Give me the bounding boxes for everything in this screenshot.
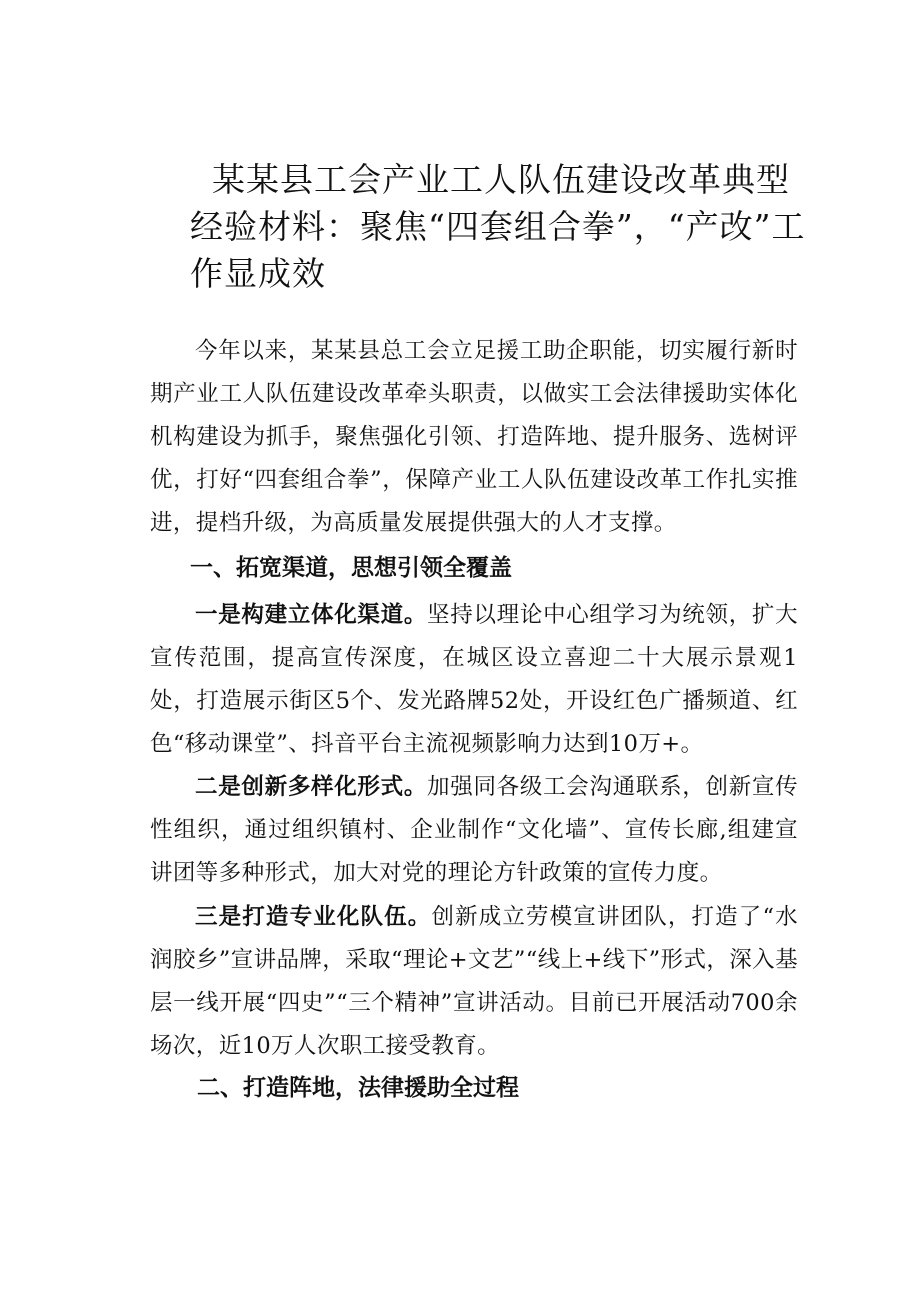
section-1-heading: 一、拓宽渠道，思想引领全覆盖 (190, 555, 512, 581)
item-2-text: 加强同各级工会沟通联系，创新宣传性组织，通过组织镇村、企业制作“文化墙”、宣传长廊,组建宣讲团等多种形式，加大对党的理论方针政策的宣传力度。 (150, 774, 798, 886)
section-2-heading: 二、打造阵地，法律援助全过程 (197, 1075, 519, 1101)
section-1-item-3 (150, 896, 798, 1068)
intro-paragraph: 今年以来，某某县总工会立足援工助企职能，切实履行新时期产业工人队伍建设改革牵头职责，以做实工会法律援助实体化机构建设为抓手，聚焦强化引领、打造阵地、提升服务、选树评优，打好“四套组合拳”，保障产业工人队伍建设改革工作扎实推进，提档升级，为高质量发展提供强大的人才支撑。 (150, 338, 798, 536)
item-3-text: 创新成立劳模宣讲团队，打造了“水润胶乡”宣讲品牌，采取“理论+文艺”“线上+线下”形式，深入基层一线开展“四史”“三个精神”宣讲活动。目前已开展活动700余场次，近10万人次职工接受教育。 (150, 904, 798, 1059)
document-title: 某某县工会产业工人队伍建设改革典型经验材料：聚焦“四套组合拳”，“产改”工作显成效 (190, 160, 806, 293)
item-2-lead: 二是创新多样化形式。 (195, 774, 428, 800)
item-1-text: 坚持以理论中心组学习为统领，扩大宣传范围，提高宣传深度，在城区设立喜迎二十大展示景观1处，打造展示街区5个、发光路牌52处，开设红色广播频道、红色“移动课堂”、抖音平台主流视频影响力达到10万+。 (150, 602, 798, 757)
section-1-item-1 (150, 594, 798, 766)
item-1-lead: 一是构建立体化渠道。 (195, 602, 428, 628)
section-1-item-2 (150, 766, 798, 895)
item-3-lead: 三是打造专业化队伍。 (195, 904, 432, 930)
